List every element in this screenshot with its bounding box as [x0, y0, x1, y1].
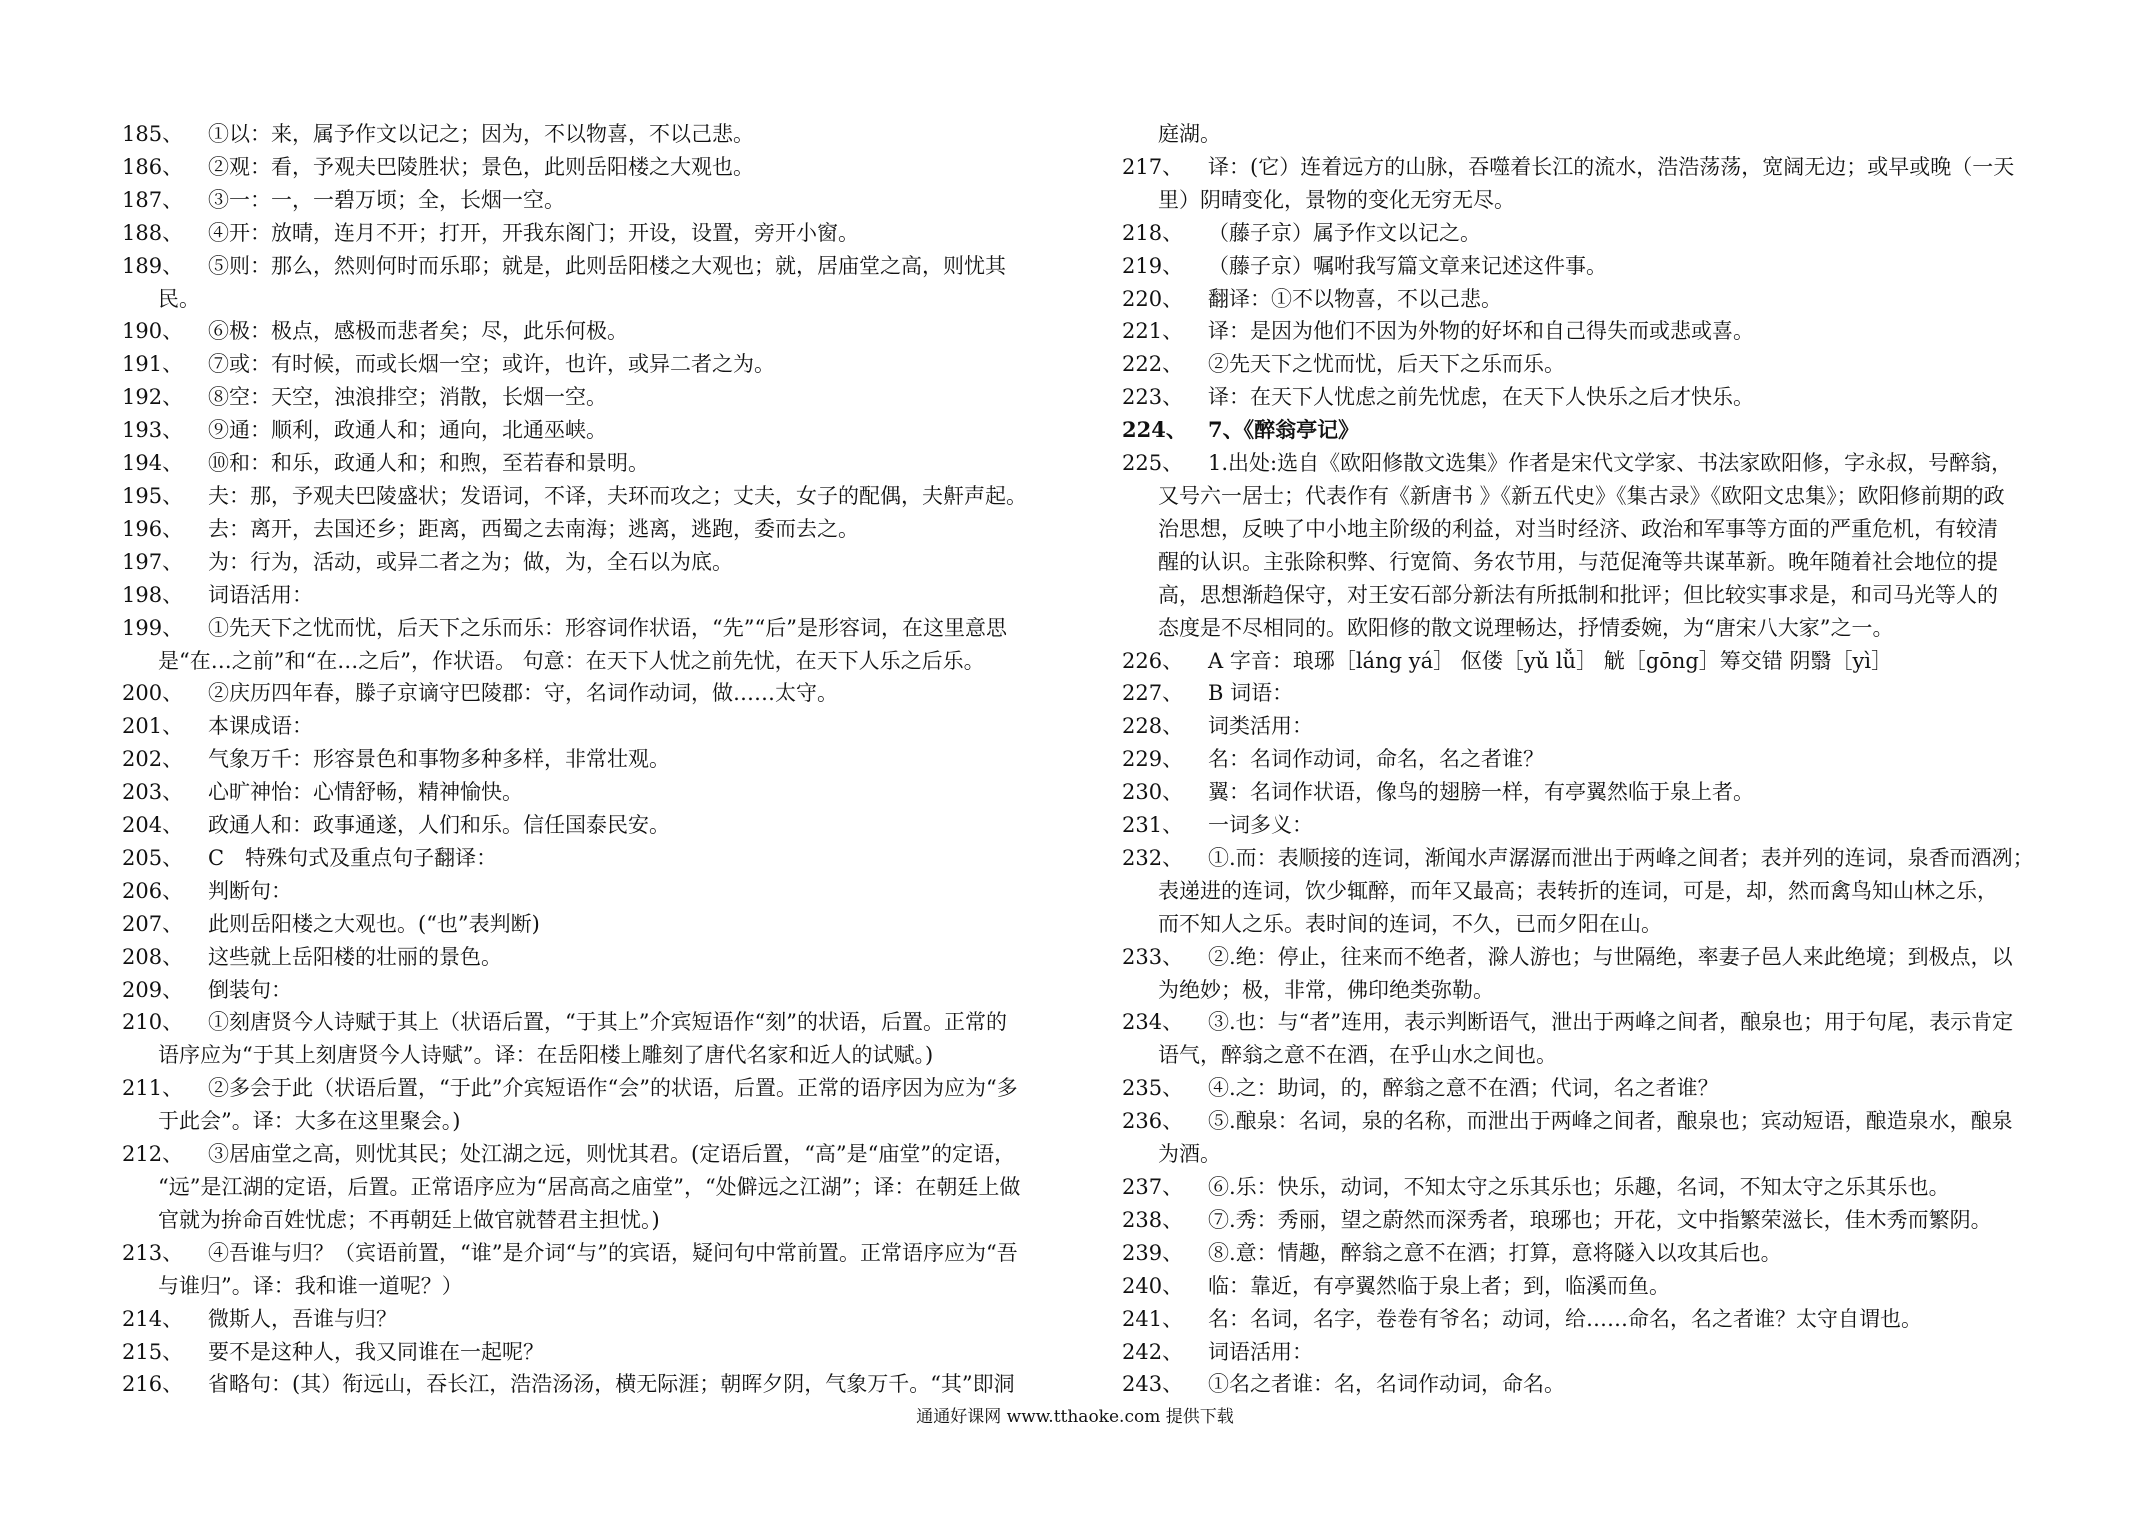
item-number: 241、: [1122, 1306, 1184, 1331]
item-text: 夫：那，予观夫巴陵盛状；发语词，不译，夫环而攻之；丈夫，女子的配偶，夫鼾声起。: [208, 483, 1027, 508]
right-column: [1122, 118, 2052, 1401]
numbered-item: [1122, 1072, 2052, 1105]
item-text: ④.之：助词，的，醉翁之意不在酒；代词，名之者谁？: [1208, 1076, 1719, 1101]
numbered-item: [122, 579, 1052, 612]
item-text: ①名之者谁：名，名词作动词，命名。: [1208, 1372, 1565, 1397]
numbered-item: [1122, 743, 2052, 776]
item-text: 心旷神怡：心情舒畅，精神愉快。: [208, 780, 523, 805]
numbered-item: [122, 118, 1052, 151]
item-number: 233、: [1122, 944, 1184, 969]
item-continuation: 是“在…之前”和“在…之后”，作状语。 句意：在天下人忧之前先忧，在天下人乐之后乐。: [158, 648, 985, 673]
item-number: 218、: [1122, 220, 1184, 245]
numbered-item: [1122, 645, 2052, 678]
item-number: 194、: [122, 451, 184, 476]
numbered-item: [1122, 809, 2052, 842]
item-text: 名：名词，名字，卷卷有爷名；动词，给……命名，名之者谁？太守自谓也。: [1208, 1306, 1922, 1331]
item-text: 省略句：(其）衔远山，吞长江，浩浩汤汤，横无际涯；朝晖夕阴，气象万千。“其”即洞: [208, 1372, 1015, 1397]
numbered-item: [1122, 381, 2052, 414]
item-text: 倒装句：: [208, 977, 292, 1002]
item-number: 204、: [122, 813, 184, 838]
numbered-item: [122, 1303, 1052, 1336]
item-number: 231、: [1122, 813, 1184, 838]
item-number: 223、: [1122, 385, 1184, 410]
item-text: ①刻唐贤今人诗赋于其上（状语后置，“于其上”介宾短语作“刻”的状语，后置。正常的: [208, 1010, 1007, 1035]
numbered-item: [1122, 283, 2052, 316]
item-number: 193、: [122, 418, 184, 443]
numbered-item: [122, 184, 1052, 217]
item-number: 198、: [122, 582, 184, 607]
item-number: 242、: [1122, 1339, 1184, 1364]
numbered-item: [122, 809, 1052, 842]
item-text: ⑧.意：情趣，醉翁之意不在酒；打算，意将隧入以攻其后也。: [1208, 1240, 1782, 1265]
item-number: 192、: [122, 385, 184, 410]
numbered-item: [122, 546, 1052, 579]
item-continuation: 语序应为“于其上刻唐贤今人诗赋”。译：在岳阳楼上雕刻了唐代名家和近人的试赋。): [158, 1043, 934, 1068]
numbered-item: [1122, 941, 2052, 974]
item-continuation: 治思想，反映了中小地主阶级的利益，对当时经济、政治和军事等方面的严重危机，有较清: [1158, 516, 1998, 541]
item-text: 微斯人，吾谁与归？: [208, 1306, 397, 1331]
item-number: 197、: [122, 549, 184, 574]
numbered-item: [1122, 1171, 2052, 1204]
item-number: 240、: [1122, 1273, 1184, 1298]
left-column: [122, 118, 1052, 1401]
item-text: 1.出处:选自《欧阳修散文选集》作者是宋代文学家、书法家欧阳修，字永叔，号醉翁，: [1208, 451, 2013, 476]
numbered-item: [1122, 1303, 2052, 1336]
item-text: ⑤.酿泉：名词，泉的名称，而泄出于两峰之间者，酿泉也；宾动短语，酿造泉水，酿泉: [1208, 1109, 2013, 1134]
item-number: 237、: [1122, 1175, 1184, 1199]
numbered-item: [1122, 348, 2052, 381]
item-number: 213、: [122, 1240, 184, 1265]
item-text: 要不是这种人，我又同谁在一起呢？: [208, 1339, 544, 1364]
item-number: 205、: [122, 845, 184, 870]
item-number: 189、: [122, 253, 184, 278]
item-number: 206、: [122, 878, 184, 903]
item-number: 234、: [1122, 1010, 1184, 1035]
item-text: （藤子京）嘱咐我写篇文章来记述这件事。: [1208, 253, 1607, 278]
numbered-item: [1122, 710, 2052, 743]
numbered-item: [122, 315, 1052, 348]
numbered-item: [1122, 842, 2052, 875]
numbered-item: [122, 974, 1052, 1007]
item-text: ⑩和：和乐，政通人和；和煦，至若春和景明。: [208, 451, 649, 476]
item-number: 199、: [122, 615, 184, 640]
numbered-item: [1122, 1204, 2052, 1237]
numbered-item: [122, 743, 1052, 776]
item-text: 译：是因为他们不因为外物的好坏和自己得失而或悲或喜。: [1208, 319, 1754, 344]
item-continuation: “远”是江湖的定语，后置。正常语序应为“居高高之庙堂”，“处僻远之江湖”；译：在朝廷上做: [158, 1175, 1021, 1199]
numbered-item: [122, 1237, 1052, 1270]
item-continuation: 于此会”。译：大多在这里聚会。): [158, 1109, 461, 1134]
item-text: ②庆历四年春，滕子京谪守巴陵郡：守，名词作动词，做……太守。: [208, 681, 838, 706]
item-number: 224、: [1122, 417, 1187, 443]
item-number: 203、: [122, 780, 184, 805]
item-number: 219、: [1122, 253, 1184, 278]
item-number: 230、: [1122, 780, 1184, 805]
item-text: 一词多义：: [1208, 813, 1313, 838]
item-continuation: 表递进的连词，饮少辄醉，而年又最高；表转折的连词，可是，却，然而禽鸟知山林之乐，: [1158, 878, 1998, 903]
item-text: 词类活用：: [1208, 714, 1313, 739]
item-number: 200、: [122, 681, 184, 706]
item-text: 本课成语：: [208, 714, 313, 739]
numbered-item: [122, 1138, 1052, 1171]
item-text: ②多会于此（状语后置，“于此”介宾短语作“会”的状语，后置。正常的语序因为应为“多: [208, 1076, 1018, 1101]
item-number: 209、: [122, 977, 184, 1002]
item-number: 185、: [122, 122, 184, 146]
numbered-item: [1122, 677, 2052, 710]
item-number: 210、: [122, 1010, 184, 1035]
numbered-item: [122, 875, 1052, 908]
item-text: 词语活用：: [208, 582, 313, 607]
item-text: ⑥.乐：快乐，动词，不知太守之乐其乐也；乐趣，名词，不知太守之乐其乐也。: [1208, 1175, 1950, 1199]
item-text: ④开：放晴，连月不开；打开，开我东阁门；开设，设置，旁开小窗。: [208, 220, 859, 245]
item-continuation: 醒的认识。主张除积弊、行宽简、务农节用，与范促淹等共谋革新。晚年随着社会地位的提: [1158, 549, 1998, 574]
item-number: 238、: [1122, 1207, 1184, 1232]
item-text: 政通人和：政事通遂，人们和乐。信任国泰民安。: [208, 813, 670, 838]
item-text: 名：名词作动词，命名，名之者谁？: [1208, 747, 1544, 772]
numbered-item: [122, 908, 1052, 941]
item-text: 这些就上岳阳楼的壮丽的景色。: [208, 944, 502, 969]
item-number: 202、: [122, 747, 184, 772]
item-text: 判断句：: [208, 878, 292, 903]
numbered-item: [122, 151, 1052, 184]
item-number: 232、: [1122, 845, 1184, 870]
numbered-item: [122, 1006, 1052, 1039]
numbered-item: [122, 250, 1052, 283]
item-number: 226、: [1122, 648, 1184, 673]
item-text: ④吾谁与归？（宾语前置，“谁”是介词“与”的宾语，疑问句中常前置。正常语序应为“吾: [208, 1240, 1018, 1265]
item-continuation: 为酒。: [1158, 1142, 1221, 1167]
item-text: 为：行为，活动，或异二者之为；做，为，全石以为底。: [208, 549, 733, 574]
item-number: 235、: [1122, 1076, 1184, 1101]
item-continuation: 高，思想渐趋保守，对王安石部分新法有所抵制和批评；但比较实事求是，和司马光等人的: [1158, 582, 1998, 607]
item-text: 翻译：①不以物喜，不以己悲。: [1208, 286, 1502, 311]
item-number: 201、: [122, 714, 184, 739]
item-number: 186、: [122, 154, 184, 179]
item-number: 215、: [122, 1339, 184, 1364]
item-text: ③一：一，一碧万顷；全，长烟一空。: [208, 187, 565, 212]
item-number: 222、: [1122, 352, 1184, 377]
item-number: 208、: [122, 944, 184, 969]
item-text: ③.也：与“者”连用，表示判断语气，泄出于两峰之间者，酿泉也；用于句尾，表示肯定: [1208, 1010, 2014, 1035]
item-text: ⑨通：顺利，政通人和；通向，北通巫峡。: [208, 418, 607, 443]
numbered-item: [122, 513, 1052, 546]
item-number: 187、: [122, 187, 184, 212]
item-number: 216、: [122, 1372, 184, 1397]
numbered-item: [1122, 217, 2052, 250]
item-text: 词语活用：: [1208, 1339, 1313, 1364]
item-number: 239、: [1122, 1240, 1184, 1265]
numbered-item: [122, 414, 1052, 447]
item-number: 196、: [122, 516, 184, 541]
item-text: ⑦.秀：秀丽，望之蔚然而深秀者，琅琊也；开花，文中指繁荣滋长，佳木秀而繁阴。: [1208, 1207, 1992, 1232]
numbered-item: [122, 941, 1052, 974]
item-text: 翼：名词作状语，像鸟的翅膀一样，有亭翼然临于泉上者。: [1208, 780, 1754, 805]
item-number: 236、: [1122, 1109, 1184, 1134]
numbered-item: [122, 1368, 1052, 1401]
item-continuation: 里）阴晴变化，景物的变化无穷无尽。: [1158, 187, 1515, 212]
item-text: 气象万千：形容景色和事物多种多样，非常壮观。: [208, 747, 670, 772]
item-text: 译：在天下人忧虑之前先忧虑，在天下人快乐之后才快乐。: [1208, 385, 1754, 410]
numbered-item: [122, 776, 1052, 809]
item-text: ⑧空：天空，浊浪排空；消散，长烟一空。: [208, 385, 607, 410]
item-text: 此则岳阳楼之大观也。(“也”表判断): [208, 911, 540, 936]
item-text: ②先天下之忧而忧，后天下之乐而乐。: [1208, 352, 1565, 377]
item-continuation: 庭湖。: [1158, 122, 1221, 146]
item-text: ③居庙堂之高，则忧其民；处江湖之远，则忧其君。(定语后置，“高”是“庙堂”的定语，: [208, 1142, 1016, 1167]
numbered-item: [122, 677, 1052, 710]
numbered-item: [122, 217, 1052, 250]
item-text: ①先天下之忧而忧，后天下之乐而乐：形容词作状语，“先”“后”是形容词，在这里意思: [208, 615, 1007, 640]
item-number: 190、: [122, 319, 184, 344]
item-text: ⑥极：极点，感极而悲者矣；尽，此乐何极。: [208, 319, 628, 344]
item-text: ①以：来，属予作文以记之；因为，不以物喜，不以己悲。: [208, 122, 754, 146]
item-continuation: 与谁归”。译：我和谁一道呢？）: [158, 1273, 463, 1298]
numbered-item: [1122, 151, 2052, 184]
item-text: （藤子京）属予作文以记之。: [1208, 220, 1481, 245]
numbered-item: [122, 480, 1052, 513]
item-continuation: 官就为拚命百姓忧虑；不再朝廷上做官就替君主担忧。): [158, 1207, 660, 1232]
item-text: 去：离开，去国还乡；距离，西蜀之去南海；逃离，逃跑，委而去之。: [208, 516, 859, 541]
item-text: ①.而：表顺接的连词，渐闻水声潺潺而泄出于两峰之间者；表并列的连词，泉香而酒冽；: [1208, 845, 2034, 870]
item-continuation: 为绝妙；极，非常，佛印绝类弥勒。: [1158, 977, 1494, 1002]
item-text: A 字音：琅琊［láng yá］ 伛偻［yǔ lǚ］ 觥［gōng］筹交错 阴翳［yì］: [1208, 648, 1893, 673]
item-number: 214、: [122, 1306, 184, 1331]
item-continuation: 而不知人之乐。表时间的连词，不久，已而夕阳在山。: [1158, 911, 1662, 936]
numbered-item: [122, 381, 1052, 414]
item-text: ②.绝：停止，往来而不绝者，滁人游也；与世隔绝，率妻子邑人来此绝境；到极点，以: [1208, 944, 2013, 969]
numbered-item: [1122, 447, 2052, 480]
item-continuation: 又号六一居士；代表作有《新唐书 》《新五代史》《集古录》《欧阳文忠集》；欧阳修前期的政: [1158, 483, 2005, 508]
item-number: 220、: [1122, 286, 1184, 311]
item-number: 188、: [122, 220, 184, 245]
numbered-item: [1122, 315, 2052, 348]
item-number: 211、: [122, 1076, 184, 1101]
item-continuation: 语气，醉翁之意不在酒，在乎山水之间也。: [1158, 1043, 1557, 1068]
item-text: 7、《醉翁亭记》: [1208, 417, 1360, 443]
item-number: 228、: [1122, 714, 1184, 739]
item-number: 229、: [1122, 747, 1184, 772]
numbered-item: [1122, 1105, 2052, 1138]
numbered-item: [122, 710, 1052, 743]
item-number: 212、: [122, 1142, 184, 1167]
item-number: 221、: [1122, 319, 1184, 344]
item-number: 191、: [122, 352, 184, 377]
item-number: 225、: [1122, 451, 1184, 476]
item-text: B 词语：: [1208, 681, 1294, 706]
numbered-item: [1122, 1368, 2052, 1401]
numbered-item: [1122, 250, 2052, 283]
numbered-item: [1122, 414, 2052, 447]
numbered-item: [1122, 1270, 2052, 1303]
numbered-item: [122, 348, 1052, 381]
item-number: 227、: [1122, 681, 1184, 706]
page-footer: 通通好课网 www.tthaoke.com 提供下载: [916, 1407, 1234, 1427]
item-text: 临：靠近，有亭翼然临于泉上者；到，临溪而鱼。: [1208, 1273, 1670, 1298]
item-number: 243、: [1122, 1372, 1184, 1397]
numbered-item: [1122, 1336, 2052, 1369]
numbered-item: [122, 1072, 1052, 1105]
item-text: C 特殊句式及重点句子翻译：: [208, 845, 498, 870]
numbered-item: [122, 1336, 1052, 1369]
numbered-item: [1122, 776, 2052, 809]
item-text: ⑦或：有时候，而或长烟一空；或许，也许，或异二者之为。: [208, 352, 775, 377]
item-number: 195、: [122, 483, 184, 508]
item-number: 207、: [122, 911, 184, 936]
item-continuation: 态度是不尽相同的。欧阳修的散文说理畅达，抒情委婉，为“唐宋八大家”之一。: [1158, 615, 1894, 640]
item-text: ⑤则：那么，然则何时而乐耶；就是，此则岳阳楼之大观也；就，居庙堂之高，则忧其: [208, 253, 1006, 278]
numbered-item: [122, 447, 1052, 480]
item-continuation: 民。: [158, 286, 200, 311]
numbered-item: [122, 842, 1052, 875]
numbered-item: [122, 612, 1052, 645]
numbered-item: [1122, 1237, 2052, 1270]
item-number: 217、: [1122, 154, 1184, 179]
item-text: 译：(它）连着远方的山脉，吞噬着长江的流水，浩浩荡荡，宽阔无边；或早或晚（一天: [1208, 154, 2015, 179]
numbered-item: [1122, 1006, 2052, 1039]
item-text: ②观：看，予观夫巴陵胜状；景色，此则岳阳楼之大观也。: [208, 154, 754, 179]
